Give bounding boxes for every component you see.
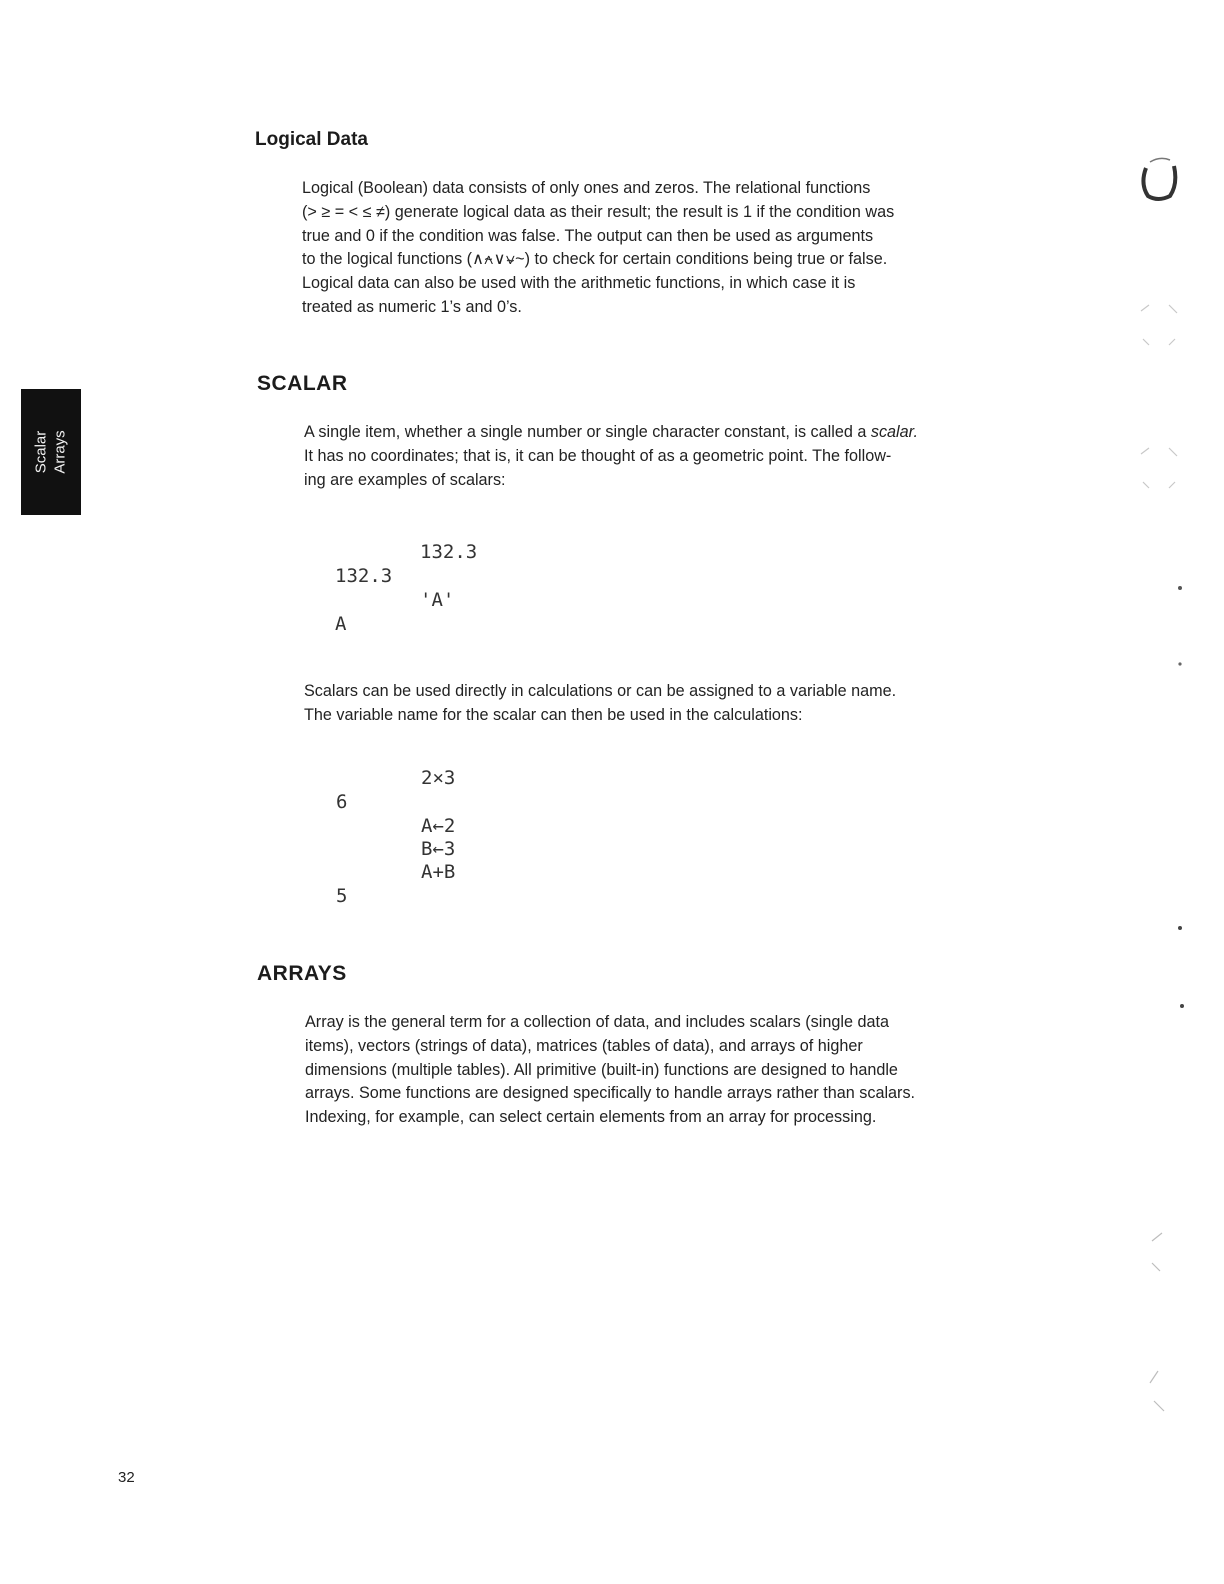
example2-output-1: 6 (336, 791, 348, 813)
scalar-heading: SCALAR (257, 372, 348, 395)
logical-data-heading: Logical Data (255, 129, 368, 150)
scan-dots (1170, 580, 1190, 1020)
scalar-term: scalar. (870, 423, 918, 441)
example1-output-2: A (335, 613, 347, 635)
arrays-line-4: arrays. Some functions are designed specifically to handle arrays rather than scalars. (305, 1084, 916, 1103)
arrays-line-1: Array is the general term for a collection of data, and includes scalars (single data (305, 1013, 889, 1031)
scalar-intro-line-1: A single item, whether a single number or single character constant, is called a (304, 423, 867, 441)
logical-line-2: (> ≥ = < ≤ ≠) generate logical data as their result; the result is 1 if the condition was (302, 202, 895, 221)
example1-input-2: 'A' (420, 589, 455, 611)
scalar-intro-paragraph (304, 421, 994, 492)
logical-line-1: Logical (Boolean) data consists of only ones and zeros. The relational functions (302, 179, 871, 197)
section-tab-scalar: Scalar (33, 430, 50, 474)
binder-ring-mark (1130, 150, 1190, 210)
example2-input-4: A+B (421, 861, 456, 883)
logical-line-3: true and 0 if the condition was false. The output can then be used as arguments (302, 226, 874, 245)
arrays-heading: ARRAYS (257, 962, 347, 985)
scalar-usage-paragraph (304, 680, 994, 728)
arrays-paragraph (305, 1011, 995, 1130)
scan-speck-marks (1135, 438, 1185, 498)
scan-edge-marks (1140, 1225, 1180, 1415)
logical-line-5: Logical data can also be used with the arithmetic functions, in which case it is (302, 274, 856, 293)
logical-line-4: to the logical functions (∧⍲∨⍱~) to check for certain conditions being true or false. (302, 250, 888, 269)
scalar-intro-line-2: It has no coordinates; that is, it can be thought of as a geometric point. The follow- (304, 446, 892, 465)
section-tab (21, 389, 81, 515)
example1-output-1: 132.3 (335, 565, 393, 587)
example1-input-1: 132.3 (420, 541, 478, 563)
scalar-intro-line-3: ing are examples of scalars: (304, 470, 506, 489)
example2-output-2: 5 (336, 885, 348, 907)
section-tab-arrays: Arrays (52, 430, 69, 474)
logical-line-6: treated as numeric 1’s and 0’s. (302, 297, 522, 316)
arrays-line-5: Indexing, for example, can select certain elements from an array for processing. (305, 1108, 877, 1127)
example2-input-2: A←2 (421, 815, 456, 837)
scalar-usage-line-2: The variable name for the scalar can then be used in the calculations: (304, 705, 803, 724)
example2-input-1: 2×3 (421, 767, 456, 789)
scan-speck-marks (1135, 295, 1185, 355)
logical-data-paragraph (302, 177, 992, 320)
page-number: 32 (118, 1469, 135, 1486)
scalar-usage-line-1: Scalars can be used directly in calculations or can be assigned to a variable name. (304, 682, 897, 700)
example2-input-3: B←3 (421, 838, 456, 860)
arrays-line-3: dimensions (multiple tables). All primitive (built-in) functions are designed to handle (305, 1060, 898, 1079)
arrays-line-2: items), vectors (strings of data), matrices (tables of data), and arrays of higher (305, 1036, 863, 1055)
